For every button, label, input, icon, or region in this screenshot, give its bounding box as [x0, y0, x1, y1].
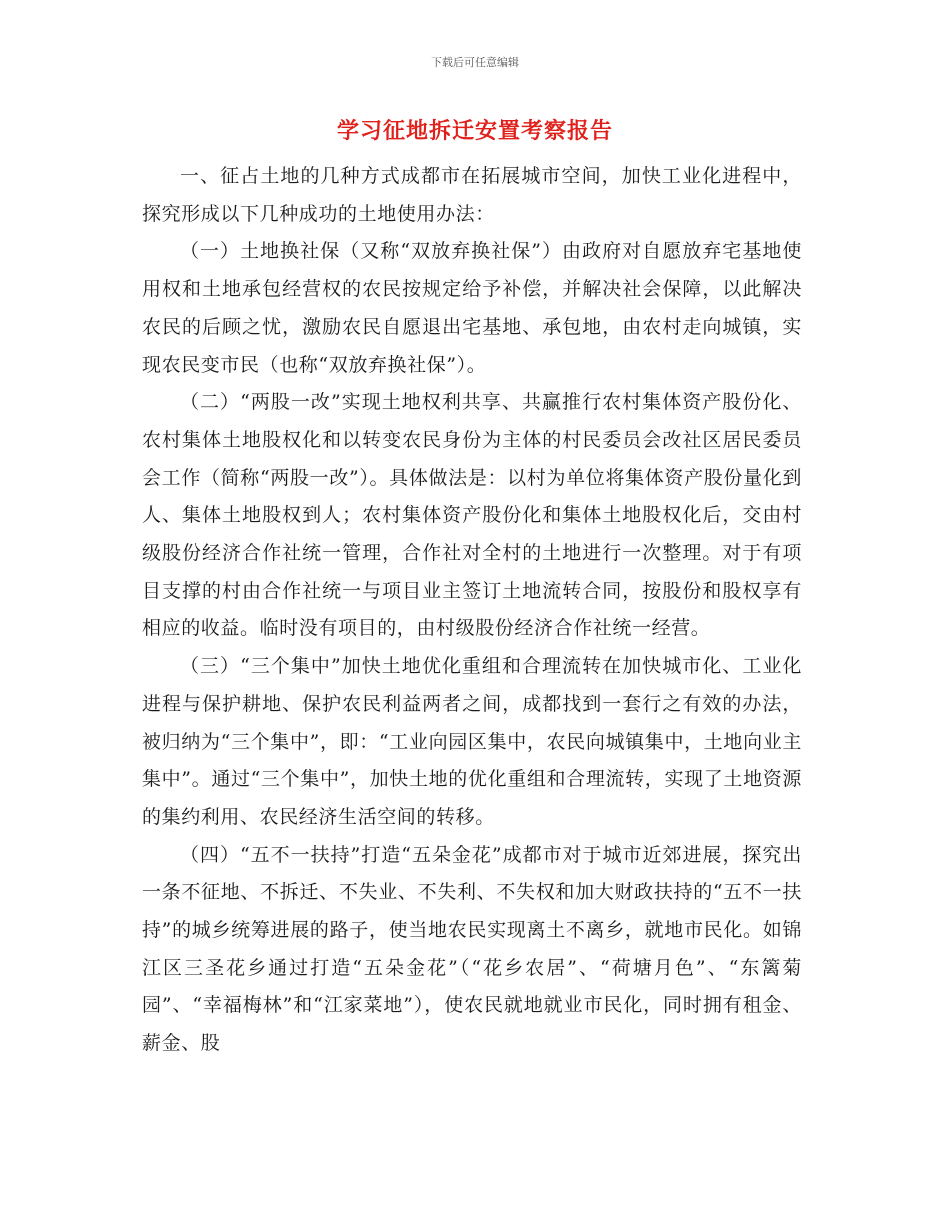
paragraph-section-4: （四）“五不一扶持”打造“五朵金花”成都市对于城市近郊进展，探究出一条不征地、不拆迁、不失业、不失利、不失权和加大财政扶持的“五不一扶持”的城乡统筹进展的路子，使当地农民实现离土不离乡，就地市民化。如锦江区三圣花乡通过打造“五朵金花”（“花乡农居”、“荷塘月色”、“东篱菊园”、“幸福梅林”和“江家菜地”），使农民就地就业市民化，同时拥有租金、薪金、股 — [142, 843, 802, 1055]
paragraph-intro: 一、征占土地的几种方式成都市在拓展城市空间，加快工业化进程中，探究形成以下几种成功的土地使用办法： — [142, 165, 802, 225]
paragraph-section-1: （一）土地换社保（又称“双放弃换社保”）由政府对自愿放弃宅基地使用权和土地承包经营权的农民按规定给予补偿，并解决社会保障，以此解决农民的后顾之忧，激励农民自愿退出宅基地、承包地，由农村走向城镇，实现农民变市民（也称“双放弃换社保”）。 — [142, 240, 802, 376]
header-note: 下载后可任意编辑 — [431, 56, 519, 69]
document-body — [142, 158, 802, 1063]
paragraph-section-2: （二）“两股一改”实现土地权利共享、共赢推行农村集体资产股份化、农村集体土地股权化和以转变农民身份为主体的村民委员会改社区居民委员会工作（简称“两股一改”）。具体做法是：以村为单位将集体资产股份量化到人、集体土地股权到人；农村集体资产股份化和集体土地股权化后，交由村级股份经济合作社统一管理，合作社对全村的土地进行一次整理。对于有项目支撑的村由合作社统一与项目业主签订土地流转合同，按股份和股权享有相应的收益。临时没有项目的，由村级股份经济合作社统一经营。 — [142, 391, 802, 640]
paragraph-section-3: （三）“三个集中”加快土地优化重组和合理流转在加快城市化、工业化进程与保护耕地、保护农民利益两者之间，成都找到一套行之有效的办法，被归纳为“三个集中”，即：“工业向园区集中，农民向城镇集中，土地向业主集中”。通过“三个集中”，加快土地的优化重组和合理流转，实现了土地资源的集约利用、农民经济生活空间的转移。 — [142, 655, 802, 828]
document-title: 学习征地拆迁安置考察报告 — [336, 118, 613, 144]
